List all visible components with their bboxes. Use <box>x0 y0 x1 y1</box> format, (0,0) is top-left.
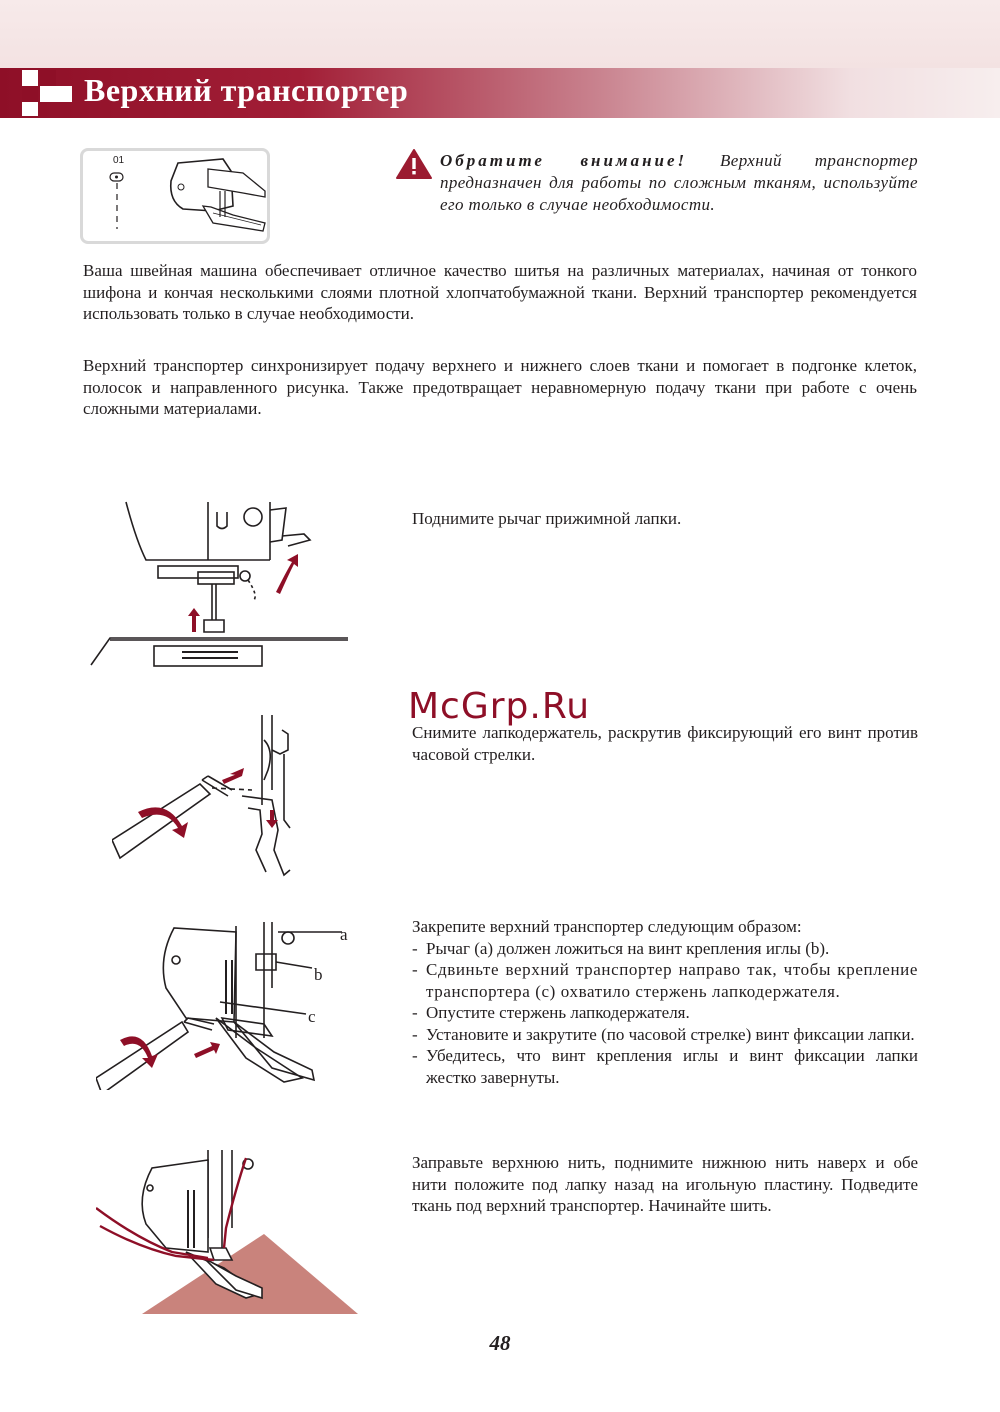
intro-paragraph-2: Верхний транспортер синхронизирует подачу верхнего и нижнего слоев ткани и помогает в подгонке клеток, полосок и направленного рисунка. Также предотвращает неравномерную подачу ткани при работе с очень сложными материалами. <box>83 356 917 418</box>
step-1-text: Поднимите рычаг прижимной лапки. <box>412 509 682 528</box>
stitch-panel <box>80 148 270 244</box>
step-2-text: Снимите лапкодержатель, раскрутив фиксирующий его винт против часовой стрелки. <box>412 723 918 764</box>
watermark: McGrp.Ru <box>408 686 591 727</box>
warning-body: Верхний транспортер предназначен для работы по сложным тканям, используйте его только в случае необходимости. <box>440 151 918 214</box>
list-item: - Установите и закрутите (по часовой стрелке) винт фиксации лапки. <box>412 1024 915 1044</box>
label-a: a <box>340 925 348 944</box>
raise-lever-illustration <box>88 500 360 670</box>
label-c: c <box>308 1007 316 1026</box>
attach-walking-foot-illustration <box>96 918 362 1090</box>
remove-holder-illustration <box>112 710 302 880</box>
walking-foot-icon <box>83 151 267 241</box>
step-3-list <box>412 938 918 1089</box>
warning-lead: Обратите внимание! <box>440 151 688 170</box>
page-title: Верхний транспортер <box>84 72 409 108</box>
list-item: - Убедитесь, что винт крепления иглы и винт фиксации лапки жестко завернуты. <box>412 1046 918 1087</box>
step-3-intro: Закрепите верхний транспортер следующим образом: <box>412 917 802 936</box>
intro-paragraph-1: Ваша швейная машина обеспечивает отличное качество шитья на различных материалах, начиная от тонкого шифона и кончая несколькими слоями плотной хлопчатобумажной ткани. Верхний транспортер рекомендуется использовать только в случае необходимости. <box>83 261 917 323</box>
page-number: 48 <box>489 1331 511 1355</box>
title-decor-squares <box>0 68 80 118</box>
warning-note <box>440 150 918 216</box>
stitch-number: 01 <box>113 155 125 166</box>
warning-icon <box>395 148 433 180</box>
list-item: - Опустите стержень лапкодержателя. <box>412 1003 690 1022</box>
sewing-fabric-illustration <box>96 1148 362 1316</box>
list-item: - Рычаг (a) должен ложиться на винт крепления иглы (b). <box>412 938 830 958</box>
step-4-text: Заправьте верхнюю нить, поднимите нижнюю нить наверх и обе нити положите под лапку назад на игольную пластину. Подведите ткань под верхний транспортер. Начинайте шить. <box>412 1153 918 1215</box>
list-item: - Сдвиньте верхний транспортер направо так, чтобы крепление транспортера (c) охватило стержень лапкодержателя. <box>412 960 918 1001</box>
page-top-band <box>0 0 1000 68</box>
label-b: b <box>314 965 323 984</box>
step-3-block <box>412 916 918 1088</box>
